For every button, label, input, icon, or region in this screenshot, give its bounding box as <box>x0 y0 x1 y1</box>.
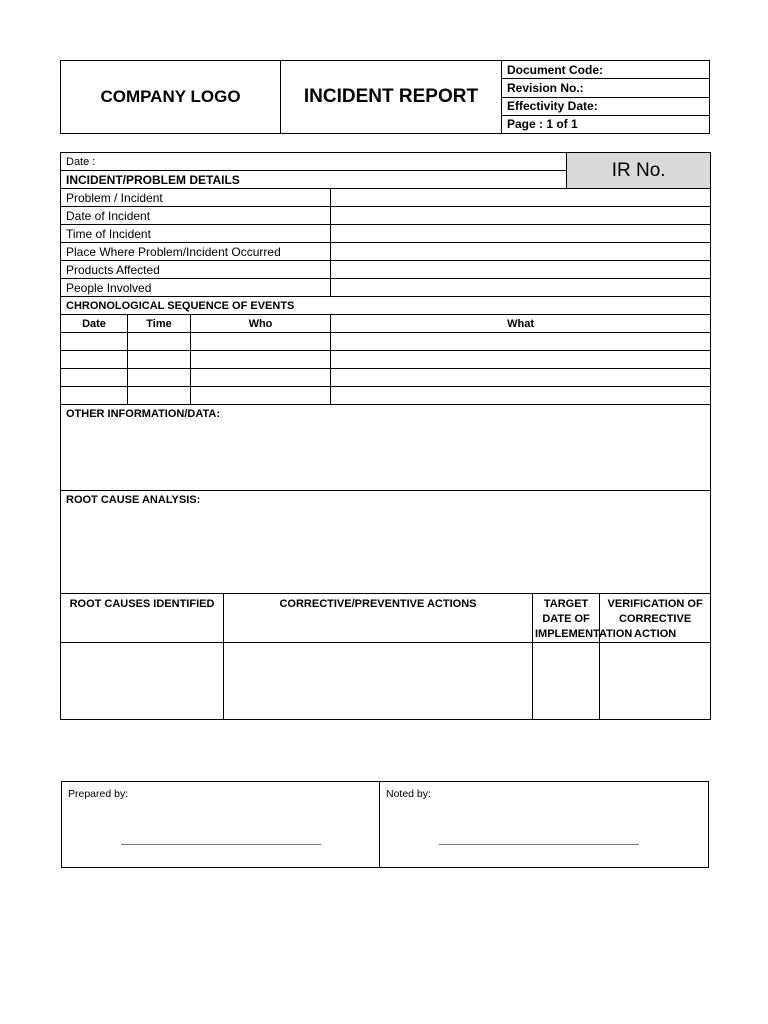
chronology-what-cell[interactable] <box>331 387 711 405</box>
page-number: Page : 1 of 1 <box>502 115 710 133</box>
detail-value-input[interactable] <box>331 243 711 261</box>
verification-cell[interactable] <box>600 643 711 720</box>
detail-row <box>61 189 711 207</box>
company-logo: COMPANY LOGO <box>61 61 281 134</box>
details-heading: INCIDENT/PROBLEM DETAILS <box>61 171 567 189</box>
chronology-time-cell[interactable] <box>128 351 191 369</box>
chronology-row <box>61 333 711 351</box>
chronology-time-cell[interactable] <box>128 333 191 351</box>
root-causes-cell[interactable] <box>61 643 224 720</box>
column-header-what: What <box>331 315 711 333</box>
effectivity-date-field[interactable]: Effectivity Date: <box>502 97 710 115</box>
document-header <box>60 60 710 134</box>
chronology-who-cell[interactable] <box>191 387 331 405</box>
column-header-verification: VERIFICATION OF CORRECTIVE ACTION <box>600 594 711 643</box>
other-information-label: OTHER INFORMATION/DATA: <box>66 408 220 420</box>
column-header-date: Date <box>61 315 128 333</box>
detail-label: Date of Incident <box>61 207 331 225</box>
document-title: INCIDENT REPORT <box>281 61 502 134</box>
chronology-what-cell[interactable] <box>331 351 711 369</box>
noted-by-signature-line[interactable] <box>439 844 639 845</box>
detail-value-input[interactable] <box>331 261 711 279</box>
chronology-date-cell[interactable] <box>61 333 128 351</box>
chronology-date-cell[interactable] <box>61 351 128 369</box>
detail-value-input[interactable] <box>331 207 711 225</box>
detail-row <box>61 243 711 261</box>
detail-label: Time of Incident <box>61 225 331 243</box>
chronology-what-cell[interactable] <box>331 333 711 351</box>
chronology-what-cell[interactable] <box>331 369 711 387</box>
chronology-time-cell[interactable] <box>128 387 191 405</box>
actions-row <box>61 643 711 720</box>
chronology-who-cell[interactable] <box>191 351 331 369</box>
detail-label: People Involved <box>61 279 331 297</box>
detail-label: Problem / Incident <box>61 189 331 207</box>
detail-value-input[interactable] <box>331 225 711 243</box>
noted-by-label: Noted by: <box>386 788 431 800</box>
root-cause-analysis-field[interactable] <box>61 491 711 594</box>
chronology-time-cell[interactable] <box>128 369 191 387</box>
chronology-who-cell[interactable] <box>191 333 331 351</box>
target-date-cell[interactable] <box>533 643 600 720</box>
detail-value-input[interactable] <box>331 189 711 207</box>
detail-row <box>61 279 711 297</box>
detail-label: Products Affected <box>61 261 331 279</box>
ir-number-field[interactable]: IR No. <box>567 153 711 189</box>
column-header-target-date: TARGET DATE OF IMPLEMENTATION <box>533 594 600 643</box>
column-header-time: Time <box>128 315 191 333</box>
prepared-by-label: Prepared by: <box>68 788 129 800</box>
incident-form <box>60 152 711 720</box>
column-header-root-causes: ROOT CAUSES IDENTIFIED <box>61 594 224 643</box>
signature-block <box>61 781 709 868</box>
revision-no-field[interactable]: Revision No.: <box>502 79 710 97</box>
chronology-row <box>61 369 711 387</box>
actions-header-row <box>61 594 711 643</box>
detail-label: Place Where Problem/Incident Occurred <box>61 243 331 261</box>
chronology-date-cell[interactable] <box>61 387 128 405</box>
column-header-who: Who <box>191 315 331 333</box>
chronology-row <box>61 351 711 369</box>
detail-value-input[interactable] <box>331 279 711 297</box>
column-header-corrective-actions: CORRECTIVE/PREVENTIVE ACTIONS <box>224 594 533 643</box>
other-information-field[interactable] <box>61 405 711 491</box>
chronology-header-row <box>61 315 711 333</box>
detail-row <box>61 261 711 279</box>
chronology-date-cell[interactable] <box>61 369 128 387</box>
detail-row <box>61 225 711 243</box>
date-field[interactable]: Date : <box>61 153 567 171</box>
chronology-who-cell[interactable] <box>191 369 331 387</box>
prepared-by-field[interactable] <box>62 782 380 868</box>
chronology-row <box>61 387 711 405</box>
chronology-heading: CHRONOLOGICAL SEQUENCE OF EVENTS <box>61 297 711 315</box>
noted-by-field[interactable] <box>380 782 709 868</box>
prepared-by-signature-line[interactable] <box>121 844 321 845</box>
corrective-actions-cell[interactable] <box>224 643 533 720</box>
root-cause-analysis-label: ROOT CAUSE ANALYSIS: <box>66 494 201 506</box>
detail-row <box>61 207 711 225</box>
document-code-field[interactable]: Document Code: <box>502 61 710 79</box>
